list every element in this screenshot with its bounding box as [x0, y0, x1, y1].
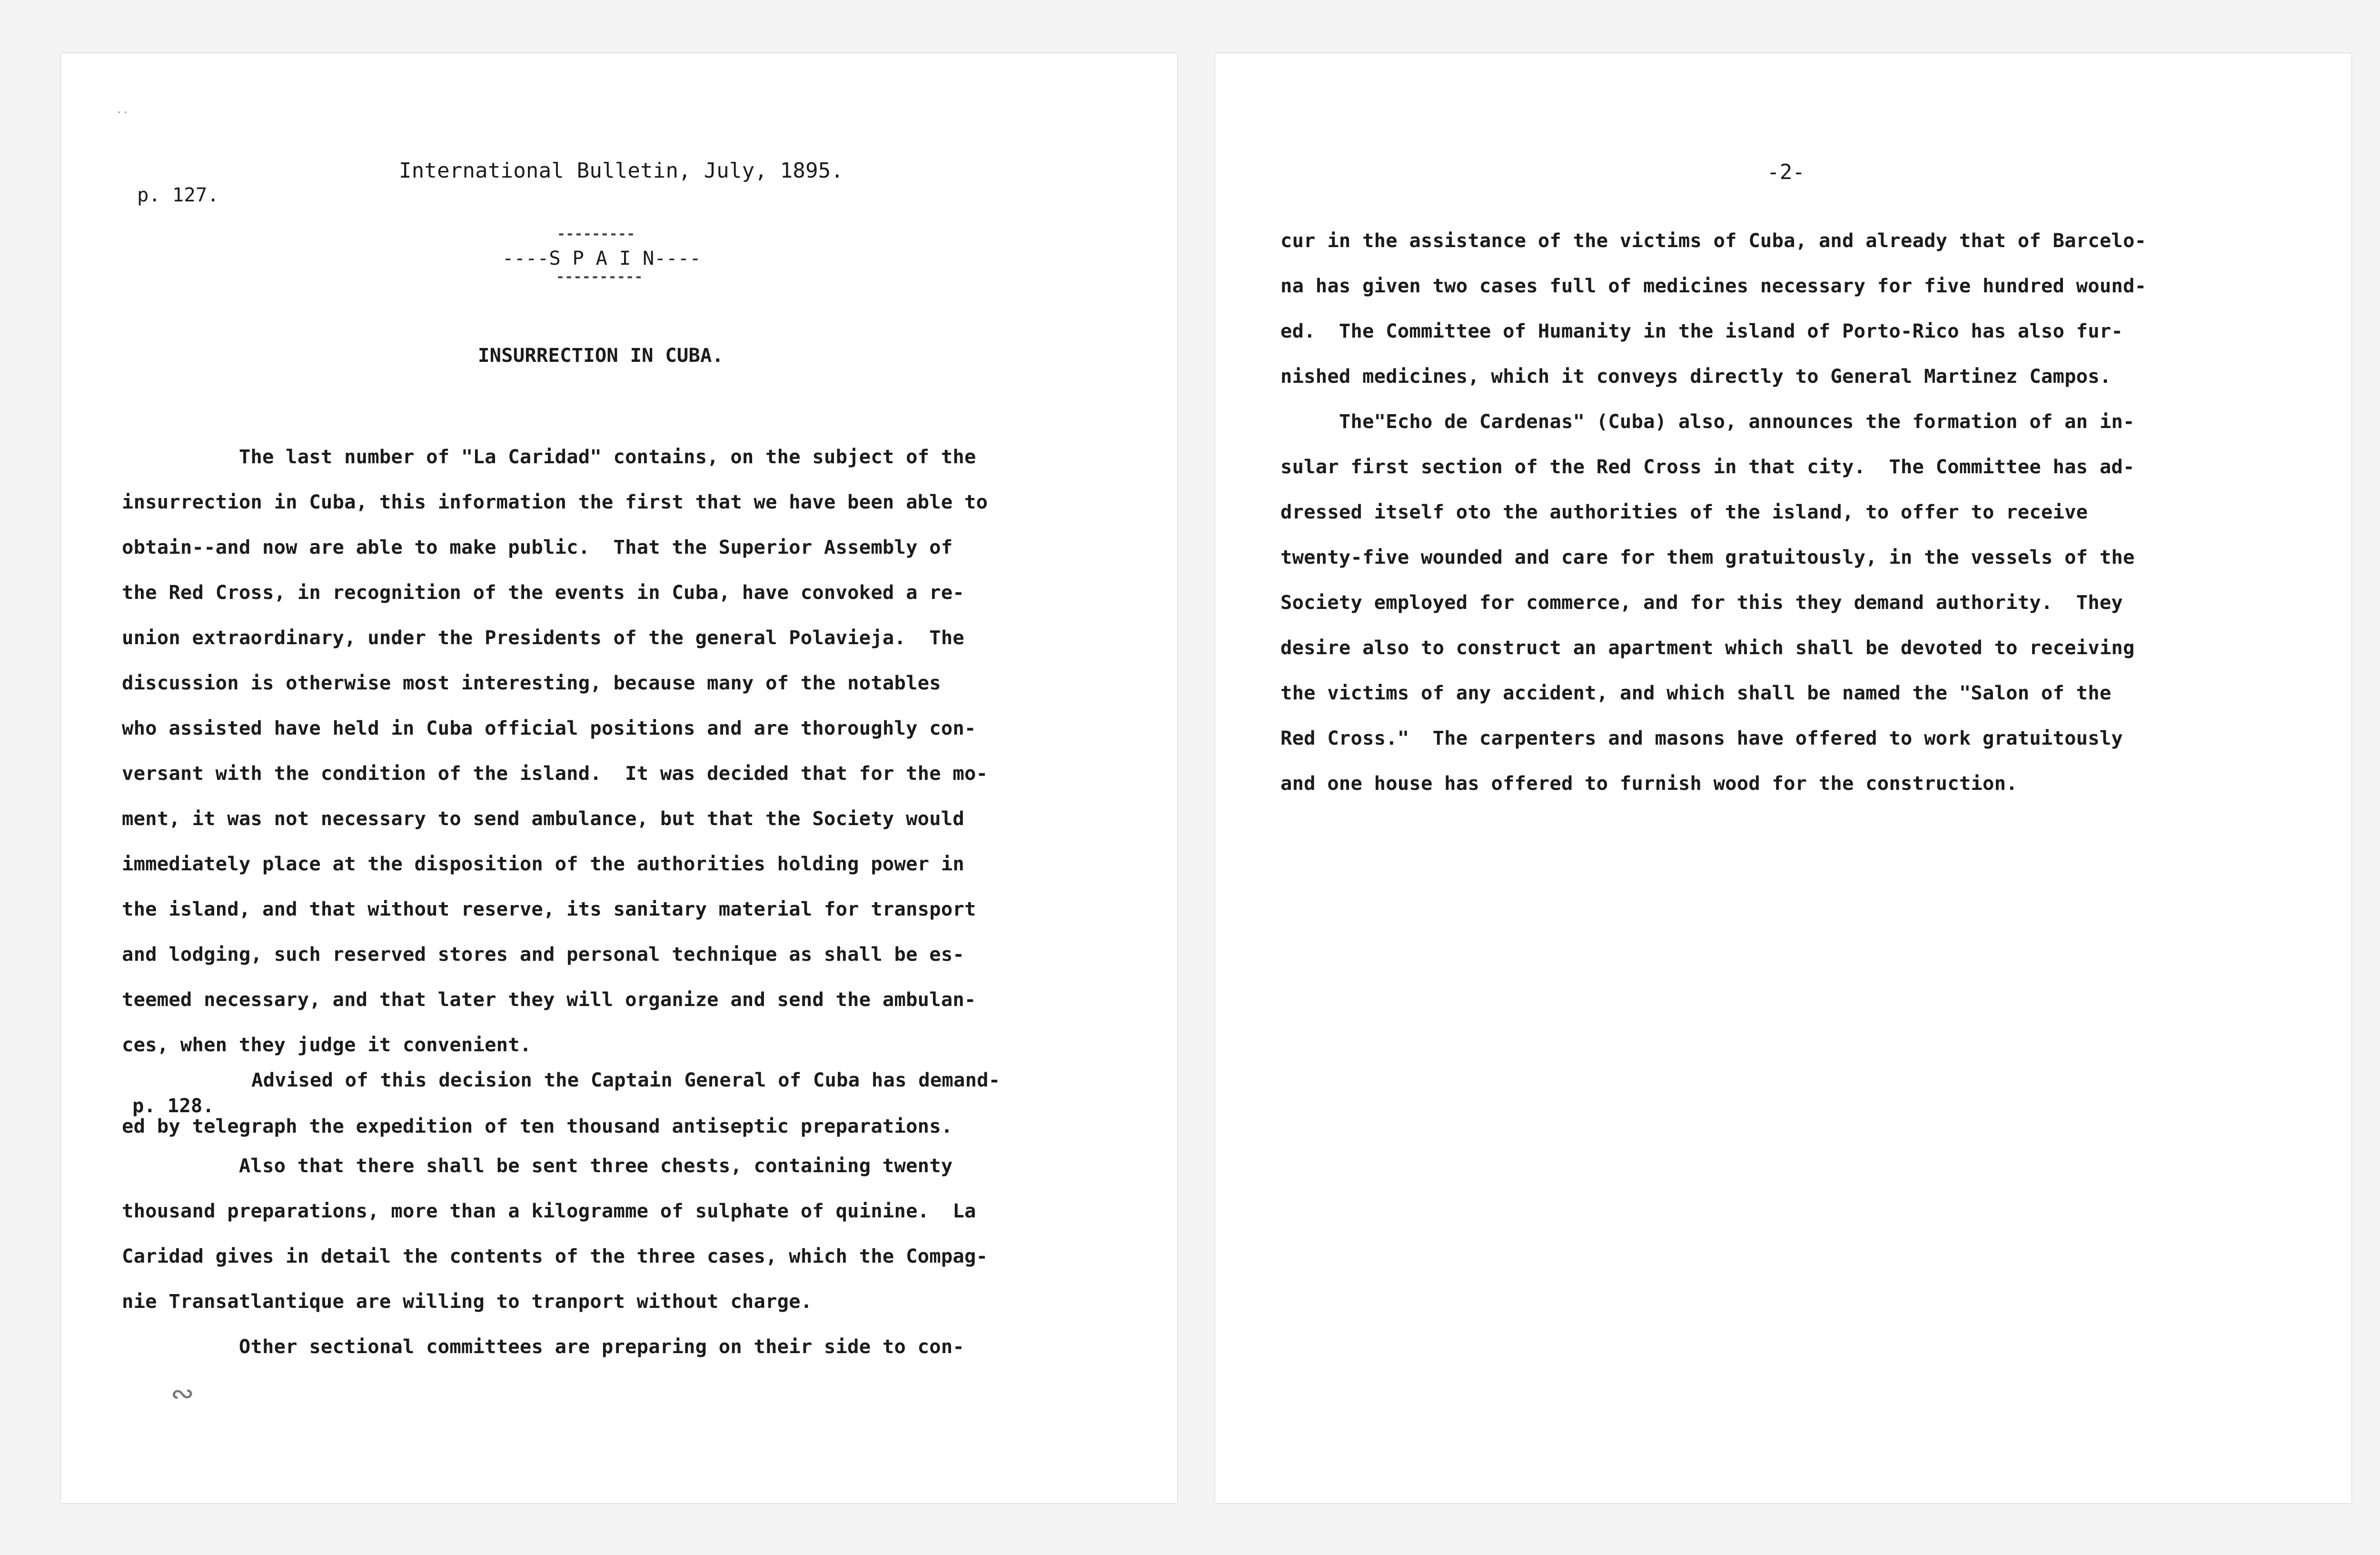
left-page — [61, 53, 1177, 1503]
paragraph-advised-first-line: Advised of this decision the Captain General of Cuba has demand- — [251, 1068, 1001, 1091]
page-number: -2- — [1767, 160, 1805, 184]
paragraph-three-chests: Also that there shall be sent three chests, containing twenty thousand preparations, more than a kilogramme of sulphate of quinine. La Caridad gives in detail the contents of the three cases, which the Compag- nie Transatlantique are willing to tranport without charge. Other sectional committees are preparing on their side to con- — [122, 1154, 988, 1358]
paragraph-la-caridad: The last number of "La Caridad" contains, on the subject of the insurrection in Cuba, this information the first that we have been able to obtain--and now are able to make public. That the Superior Assembly of the Red Cross, in recognition of the events in Cuba, have convoked a re- union extraordinary, under the Presidents of the general Polavieja. The discussion is otherwise most interesting, because many of the notables who assisted have held in Cuba official positions and are thoroughly con- versant with the condition of the island. It was decided that for the mo- ment, it was not necessary to send ambulance, but that the Society would immediately place at the disposition of the authorities holding power in the island, and that without reserve, its sanitary material for transport and lodging, such reserved stores and personal technique as shall be es- teemed necessary, and that later they will organize and send the ambulan- ces, when they judge it convenient. — [122, 445, 988, 1056]
bulletin-header: International Bulletin, July, 1895. — [399, 159, 844, 183]
paragraph-advised-second-line: ed by telegraph the expedition of ten thousand antiseptic preparations. — [122, 1115, 953, 1137]
paper-mark: ∾ — [170, 1377, 195, 1410]
page-reference-128: p. 128. — [132, 1094, 215, 1117]
continuation-text: cur in the assistance of the victims of Cuba, and already that of Barcelo- na has given two cases full of medicines necessary for five hundred wound- ed. The Committee of Humanity in the island of Porto-Rico has also fur- nished medicines, which it conveys directly to General Martinez Campos. The"Echo de Cardenas" (Cuba) also, announces the formation of an in- sular first section of the Red Cross in that city. The Committee has ad- dressed itself oto the authorities of the island, to offer to receive twenty-five wounded and care for them gratuitously, in the vessels of the Society employed for commerce, and for this they demand authority. They desire also to construct an apartment which shall be devoted to receiving the victims of any accident, and which shall be named the "Salon of the Red Cross." The carpenters and masons have offered to work gratuitously and one house has offered to furnish wood for the construction. — [1280, 229, 2147, 795]
paper-speck: · · — [117, 106, 128, 120]
title-rule-top: --------- — [557, 226, 635, 242]
page-reference-127: p. 127. — [137, 183, 219, 206]
article-heading: INSURRECTION IN CUBA. — [478, 344, 724, 367]
title-rule-bottom: ---------- — [556, 269, 643, 285]
right-page — [1215, 53, 2351, 1503]
section-title: ----S P A I N---- — [502, 247, 701, 269]
